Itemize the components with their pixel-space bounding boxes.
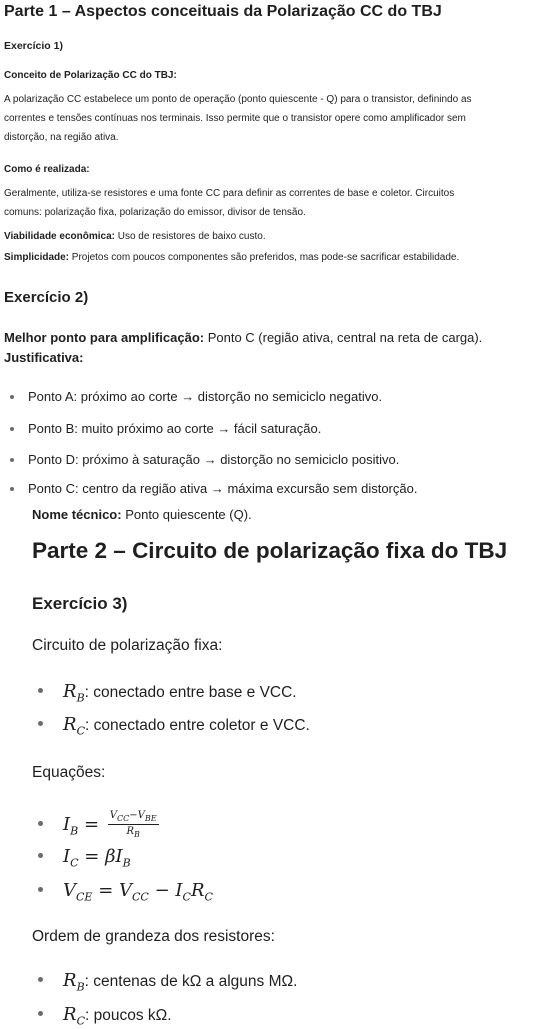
bullet-text: Ponto A: próximo ao corte → distorção no semiciclo negativo. (28, 389, 383, 404)
equation-ib (38, 810, 159, 839)
list-item (38, 1004, 172, 1028)
equations-heading: Equações: (32, 764, 106, 781)
concept-line-1: A polarização CC estabelece um ponto de operação (ponto quiescente - Q) para o transistor, definindo as (4, 94, 472, 105)
viability-line (4, 227, 266, 246)
equation-vce (38, 880, 213, 904)
part1-title: Parte 1 – Aspectos conceituais da Polarização CC do TBJ (4, 3, 442, 20)
list-item (38, 714, 310, 738)
vce-formula: $V_{CE} = V_{CC} - I_CR_C$ (63, 880, 213, 904)
how-heading: Como é realizada: (4, 164, 90, 175)
exercise1-heading: Exercício 1) (4, 40, 63, 52)
rc-connection-text: : conectado entre coletor e VCC. (84, 717, 310, 734)
bullet-dot (38, 853, 43, 858)
bullet-text: Ponto D: próximo à saturação → distorção no semiciclo positivo. (28, 452, 400, 467)
ic-formula: $I_C = \beta I_B$ (63, 846, 131, 870)
bullet-dot (10, 487, 14, 491)
order-heading: Ordem de grandeza dos resistores: (32, 928, 275, 945)
equation-ic (38, 846, 131, 870)
technical-name-label: Nome técnico: (32, 507, 122, 522)
part2-title: Parte 2 – Circuito de polarização fixa do TBJ (32, 538, 508, 563)
rb-connection-text: : conectado entre base e VCC. (84, 684, 297, 701)
viability-text: Uso de resistores de baixo custo. (114, 231, 266, 242)
simplicity-text: Projetos com poucos componentes são preferidos, mas pode-se sacrificar estabilidade. (69, 252, 460, 263)
list-item (10, 421, 321, 436)
best-point-line (4, 328, 482, 348)
bullet-text: Ponto B: muito próximo ao corte → fácil saturação. (28, 421, 322, 436)
bullet-dot (10, 458, 14, 462)
bullet-dot (38, 887, 43, 892)
exercise2-heading: Exercício 2) (4, 289, 89, 306)
bullet-dot (38, 688, 43, 693)
rc-symbol: $R_C$ (63, 714, 85, 738)
list-item (10, 452, 399, 467)
bullet-dot (38, 721, 43, 726)
concept-line-3: distorção, na região ativa. (4, 132, 119, 143)
concept-heading: Conceito de Polarização CC do TBJ: (4, 70, 177, 81)
rb-symbol: $R_B$ (63, 970, 85, 994)
simplicity-line (4, 248, 459, 267)
how-line-2: comuns: polarização fixa, polarização do emissor, divisor de tensão. (4, 207, 306, 218)
list-item (38, 970, 297, 994)
bullet-dot (38, 821, 43, 826)
list-item (10, 389, 382, 404)
list-item (10, 481, 417, 496)
technical-name-text: Ponto quiescente (Q). (121, 507, 252, 522)
rc-order-text: : poucos kΩ. (84, 1007, 172, 1024)
bullet-dot (38, 977, 43, 982)
rc-symbol: $R_C$ (63, 1004, 85, 1028)
ib-formula: $I_B$ = $\frac{V_{CC}-V_{BE}}{R_B}$ (63, 810, 157, 839)
simplicity-label: Simplicidade: (4, 252, 70, 263)
circuit-heading: Circuito de polarização fixa: (32, 637, 223, 654)
best-point-label: Melhor ponto para amplificação: (4, 330, 205, 345)
how-paragraph (4, 184, 454, 222)
bullet-dot (10, 395, 14, 399)
bullet-dot (38, 1011, 43, 1016)
best-point-text: Ponto C (região ativa, central na reta de carga). (204, 330, 483, 345)
technical-name-line (32, 507, 252, 522)
how-line-1: Geralmente, utiliza-se resistores e uma fonte CC para definir as correntes de base e coletor. Circuitos (4, 188, 455, 199)
exercise3-heading: Exercício 3) (32, 594, 128, 613)
bullet-dot (10, 427, 14, 431)
concept-line-2: correntes e tensões contínuas nos terminais. Isso permite que o transistor opere como amplificador sem (4, 113, 466, 124)
list-item (38, 681, 297, 705)
concept-paragraph (4, 90, 472, 147)
justification-label: Justificativa: (4, 350, 84, 365)
bullet-text: Ponto C: centro da região ativa → máxima excursão sem distorção. (28, 481, 418, 496)
rb-symbol: $R_B$ (63, 681, 85, 705)
rb-order-text: : centenas de kΩ a alguns MΩ. (84, 973, 298, 990)
viability-label: Viabilidade econômica: (4, 231, 115, 242)
